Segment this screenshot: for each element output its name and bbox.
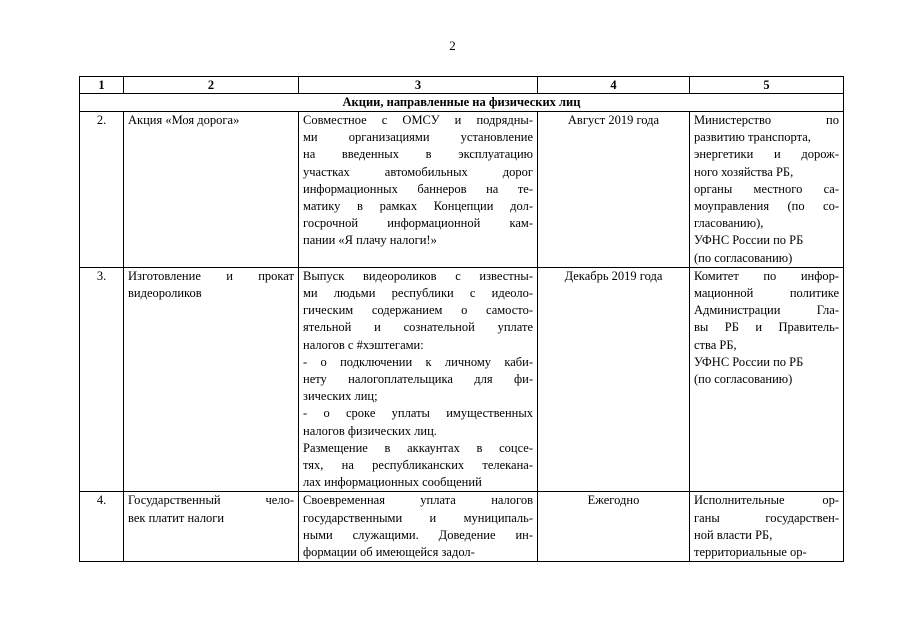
measure-description-line: Совместное с ОМСУ и подрядны- xyxy=(303,113,533,127)
measure-description-line: налогов физических лиц. xyxy=(303,423,437,438)
measure-responsible-line: ганы государствен- xyxy=(694,510,839,525)
measure-responsible-line: энергетики и дорож- xyxy=(694,147,839,162)
measure-description xyxy=(299,112,538,268)
measure-responsible xyxy=(690,267,844,492)
measure-description-line: ми людьми республики с идеоло- xyxy=(303,286,533,301)
measure-responsible-line: территориальные ор- xyxy=(694,545,807,560)
measure-responsible-line: ного хозяйства РБ, xyxy=(694,164,794,179)
header-col-4: 4 xyxy=(538,77,690,94)
measure-description-line: матику в рамках Концепции дол- xyxy=(303,199,533,214)
measure-description-line: пании «Я плачу налоги!» xyxy=(303,233,437,248)
measure-description-line: ятельной и сознательной уплате xyxy=(303,320,533,335)
table-row xyxy=(80,112,844,268)
measure-responsible-line: вы РБ и Правитель- xyxy=(694,320,839,335)
measure-description-line: государственными и муниципаль- xyxy=(303,510,533,525)
measure-description-line: формации об имеющейся задол- xyxy=(303,545,475,560)
page-number: 2 xyxy=(449,38,456,53)
measure-name xyxy=(124,492,299,562)
measure-responsible-line: органы местного са- xyxy=(694,181,839,196)
measure-responsible-line: Исполнительные ор- xyxy=(694,493,839,508)
header-col-1: 1 xyxy=(80,77,124,94)
measure-responsible-line: УФНС России по РБ xyxy=(694,354,804,369)
header-col-3: 3 xyxy=(299,77,538,94)
section-header-row xyxy=(80,94,844,112)
row-number: 4. xyxy=(80,492,124,562)
measure-name xyxy=(124,267,299,492)
measure-name-line: Акция «Моя дорога» xyxy=(128,113,240,127)
measure-responsible-line: развитию транспорта, xyxy=(694,130,811,145)
measure-responsible-line: гласованию), xyxy=(694,216,764,231)
measure-responsible-line: Министерство по xyxy=(694,113,839,127)
measure-description-line: налогов с #хэштегами: xyxy=(303,337,424,352)
measure-description-line: нету налогоплательщика для фи- xyxy=(303,372,533,387)
measure-description-line: тях, на республиканских телекана- xyxy=(303,458,533,473)
measure-responsible-line: (по согласованию) xyxy=(694,372,793,387)
measure-responsible xyxy=(690,112,844,268)
measures-table xyxy=(79,76,844,562)
measure-responsible xyxy=(690,492,844,562)
measure-description-line: Выпуск видеороликов с известны- xyxy=(303,268,533,283)
row-number: 2. xyxy=(80,112,124,268)
measure-name-line: век платит налоги xyxy=(128,510,225,525)
measure-responsible-line: ства РБ, xyxy=(694,337,737,352)
measure-responsible-line: Комитет по инфор- xyxy=(694,268,839,283)
measure-description-line: - о подключении к личному каби- xyxy=(303,354,533,369)
section-title: Акции, направленные на физических лиц xyxy=(80,94,844,112)
measure-description-line: лах информационных сообщений xyxy=(303,475,482,490)
measure-date: Август 2019 года xyxy=(538,112,690,268)
measure-description-line: зических лиц; xyxy=(303,389,378,404)
measure-description-line: участках автомобильных дорог xyxy=(303,164,533,179)
measure-name xyxy=(124,112,299,268)
measure-responsible-line: мационной политике xyxy=(694,286,839,301)
measure-description xyxy=(299,267,538,492)
measure-description-line: на введенных в эксплуатацию xyxy=(303,147,533,162)
header-col-5: 5 xyxy=(690,77,844,94)
row-number: 3. xyxy=(80,267,124,492)
measure-description-line: информационных баннеров на те- xyxy=(303,181,533,196)
measure-description-line: ми организациями установление xyxy=(303,130,533,145)
measure-responsible-line: УФНС России по РБ xyxy=(694,233,804,248)
measure-description-line: Размещение в аккаунтах в соцсе- xyxy=(303,440,533,455)
measure-name-line: Государственный чело- xyxy=(128,493,294,508)
measure-description-line: - о сроке уплаты имущественных xyxy=(303,406,533,421)
table-header-row xyxy=(80,77,844,94)
table-row xyxy=(80,492,844,562)
measure-name-line: Изготовление и прокат xyxy=(128,268,294,283)
header-col-2: 2 xyxy=(124,77,299,94)
measure-description-line: ными служащими. Доведение ин- xyxy=(303,527,533,542)
measure-description xyxy=(299,492,538,562)
measure-date: Ежегодно xyxy=(538,492,690,562)
measure-description-line: гическим содержанием о самосто- xyxy=(303,303,533,318)
measure-responsible-line: моуправления (по со- xyxy=(694,199,839,214)
measure-name-line: видеороликов xyxy=(128,286,202,301)
table-row xyxy=(80,267,844,492)
measure-responsible-line: ной власти РБ, xyxy=(694,527,773,542)
measure-description-line: госрочной информационной кам- xyxy=(303,216,533,231)
measure-date: Декабрь 2019 года xyxy=(538,267,690,492)
measure-responsible-line: Администрации Гла- xyxy=(694,303,839,318)
measure-description-line: Своевременная уплата налогов xyxy=(303,493,533,508)
measure-responsible-line: (по согласованию) xyxy=(694,250,793,265)
